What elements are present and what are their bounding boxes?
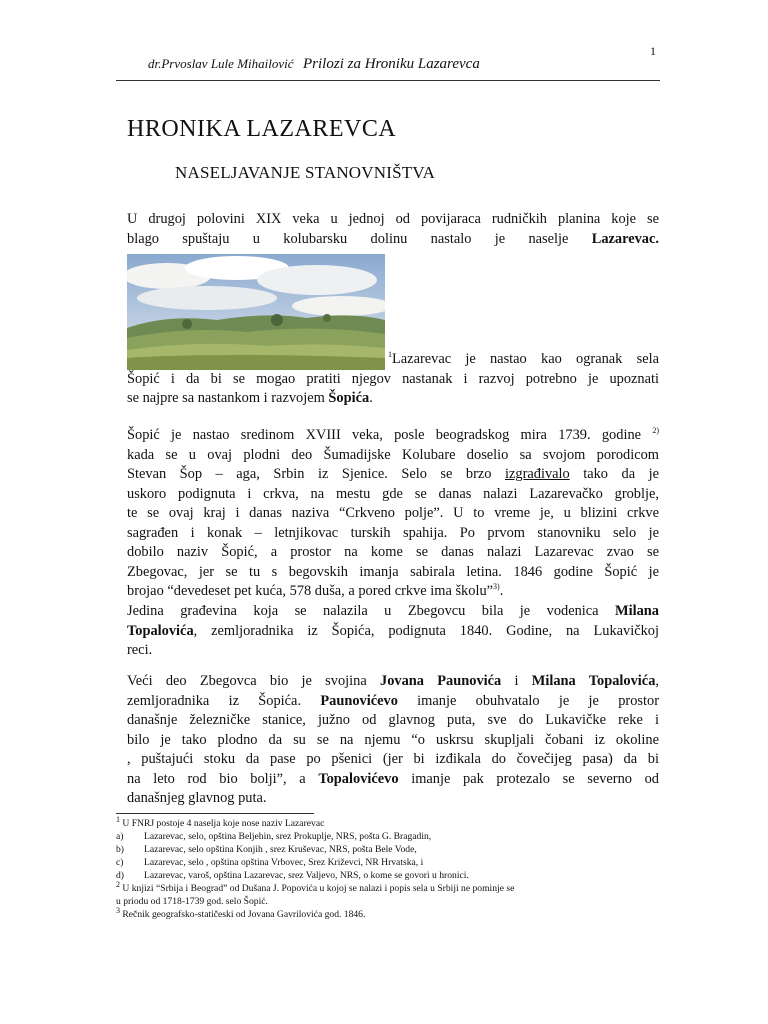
bold-term: Topalovića	[127, 622, 194, 639]
bold-term: Lazarevac.	[591, 230, 659, 247]
footnote-ref: 1	[388, 350, 392, 360]
footnote-item: a) Lazarevac, selo, opština Beljehin, srez Prokuplje, NRS, pošta G. Bragadin,	[116, 831, 432, 842]
paragraph-line: $^1$Lazarevac je nastao kao ogranak sela	[388, 350, 659, 367]
footnote-2: $^2$ U knjizi “Srbija i Beograd” od Dušana J. Popovića u kojoj se nalazi i popis sela u Srbiji ne pominje se	[116, 879, 515, 894]
paragraph-line: uskoro podignuta i crkva, na mestu gde se danas nalazi Lazarevačko groblje,	[127, 485, 659, 502]
footnote-number: 2	[116, 879, 120, 889]
paragraph-line: zemljoradnika iz Šopića. Paunovićevo imanje obuhvatalo je je prostor	[127, 692, 659, 709]
bold-term: Šopića	[328, 390, 370, 406]
paragraph-1	[127, 210, 659, 249]
paragraph-line: , puštajući stoku da pase po pšenici (jer bi izđikala do čovečijeg pasa) da bi	[127, 751, 659, 767]
paragraph-line: na leto rod bio bolji”, a Topalovićevo imanje pak protezalo se severno od	[127, 770, 659, 787]
paragraph-line: reci.	[127, 642, 153, 658]
footnote-ref: 3)	[493, 582, 500, 592]
paragraph-line: Topalovića, zemljoradnika iz Šopića, podignuta 1840. Godine, na Lukavičkoj	[127, 622, 659, 639]
footnote-2-continued: u priodu od 1718-1739 god. selo Šopić.	[116, 896, 268, 907]
page-number: 1	[650, 44, 656, 58]
footnote-number: 3	[116, 905, 120, 915]
paragraph-1-continued	[127, 350, 659, 409]
paragraph-line: te se ovaj kraj i danas naziva “Crkveno polje”. U to vreme je, u blizini crkve	[127, 505, 659, 521]
running-header	[148, 56, 480, 73]
header-book-title: Prilozi za Hroniku Lazarevca	[303, 56, 480, 72]
document-title: HRONIKA LAZAREVCA	[127, 116, 397, 142]
footnote-1: $^1$ U FNRJ postoje 4 naselja koje nose naziv Lazarevac	[116, 814, 325, 829]
bold-term: Jovana Paunovića	[380, 673, 502, 689]
paragraph-line: bilo je tako plodno da su se na njemu “o uskrsu skupljali čobani iz okoline	[127, 731, 659, 748]
paragraph-line: kada se u ovaj plodni deo Šumadijske Kolubare doselio sa svojom porodicom	[127, 446, 659, 463]
footnote-3: $^3$ Rečnik geografsko-statičeski od Jovana Gavrilovića god. 1846.	[116, 905, 366, 920]
paragraph-line: današnje železničke stanice, južno od glavnog puta, sve do Lukavičke reke i	[127, 712, 659, 728]
footnote-item: b) Lazarevac, selo opština Konjih , srez Kruševac, NRS, pošta Bele Vode,	[116, 844, 417, 855]
paragraph-4	[127, 672, 659, 809]
underlined-word: izgrađivalo	[504, 466, 570, 482]
header-divider	[116, 80, 660, 81]
paragraph-line: Šopić je nastao sredinom XVIII veka, posle beogradskog mira 1739. godine $^{2)}$	[127, 426, 659, 443]
paragraph-line: se najpre sa nastankom i razvojem Šopića.	[127, 390, 373, 406]
bold-term: Topalovićevo	[318, 770, 399, 787]
footnote-ref: 2)	[652, 426, 659, 436]
bold-term: Milana Topalovića	[531, 673, 656, 689]
paragraph-line: brojao “devedeset pet kuća, 578 duša, a pored crkve ima školu”$^{3)}$.	[127, 582, 504, 599]
paragraph-line: U drugoj polovini XIX veka u jednoj od povijaraca rudničkih planina koje se	[127, 211, 659, 227]
paragraph-line: blago spuštaju u kolubarsku dolinu nastalo je naselje Lazarevac.	[127, 230, 659, 247]
paragraph-line: Zbegovac, jer se tu s begovskih imanja sabirala letina. 1846 godine Šopić je	[127, 563, 659, 580]
paragraph-line: sagrađen i konak – letnjikovac turskih spahija. Po prvom stanovniku selo je	[127, 524, 659, 541]
paragraph-3	[127, 602, 659, 661]
paragraph-line: današnjeg glavnog puta.	[127, 790, 267, 806]
section-title: NASELJAVANJE STANOVNIŠTVA	[175, 163, 436, 182]
paragraph-line: Šopić i da bi se mogao pratiti njegov nastanak i razvoj potrebno je upoznati	[127, 370, 659, 387]
paragraph-line: Jedina građevina koja se nalazila u Zbegovcu bila je vodenica Milana	[127, 603, 659, 619]
footnote-divider	[116, 813, 314, 814]
header-author: dr.Prvoslav Lule Mihailović	[148, 56, 294, 71]
footnotes	[116, 814, 656, 921]
bold-term: Milana	[615, 603, 659, 619]
bold-term: Paunovićevo	[320, 692, 398, 709]
paragraph-2	[127, 426, 659, 602]
paragraph-line: Stevan Šop – aga, Srbin iz Sjenice. Selo se brzo izgrađivalo tako da je	[127, 466, 659, 482]
footnote-number: 1	[116, 814, 120, 824]
footnote-item: d) Lazarevac, varoš, opština Lazarevac, srez Valjevo, NRS, o kome se govori u hronici.	[116, 870, 469, 881]
paragraph-line: Veći deo Zbegovca bio je svojina Jovana Paunovića i Milana Topalovića,	[127, 673, 659, 689]
paragraph-line: dobilo naziv Šopić, a prostor na kome se danas nalazi Lazarevac zvao se	[127, 544, 659, 560]
footnote-item: c) Lazarevac, selo , opština opština Vrbovec, Srez Križevci, NR Hrvatska, i	[116, 857, 424, 868]
